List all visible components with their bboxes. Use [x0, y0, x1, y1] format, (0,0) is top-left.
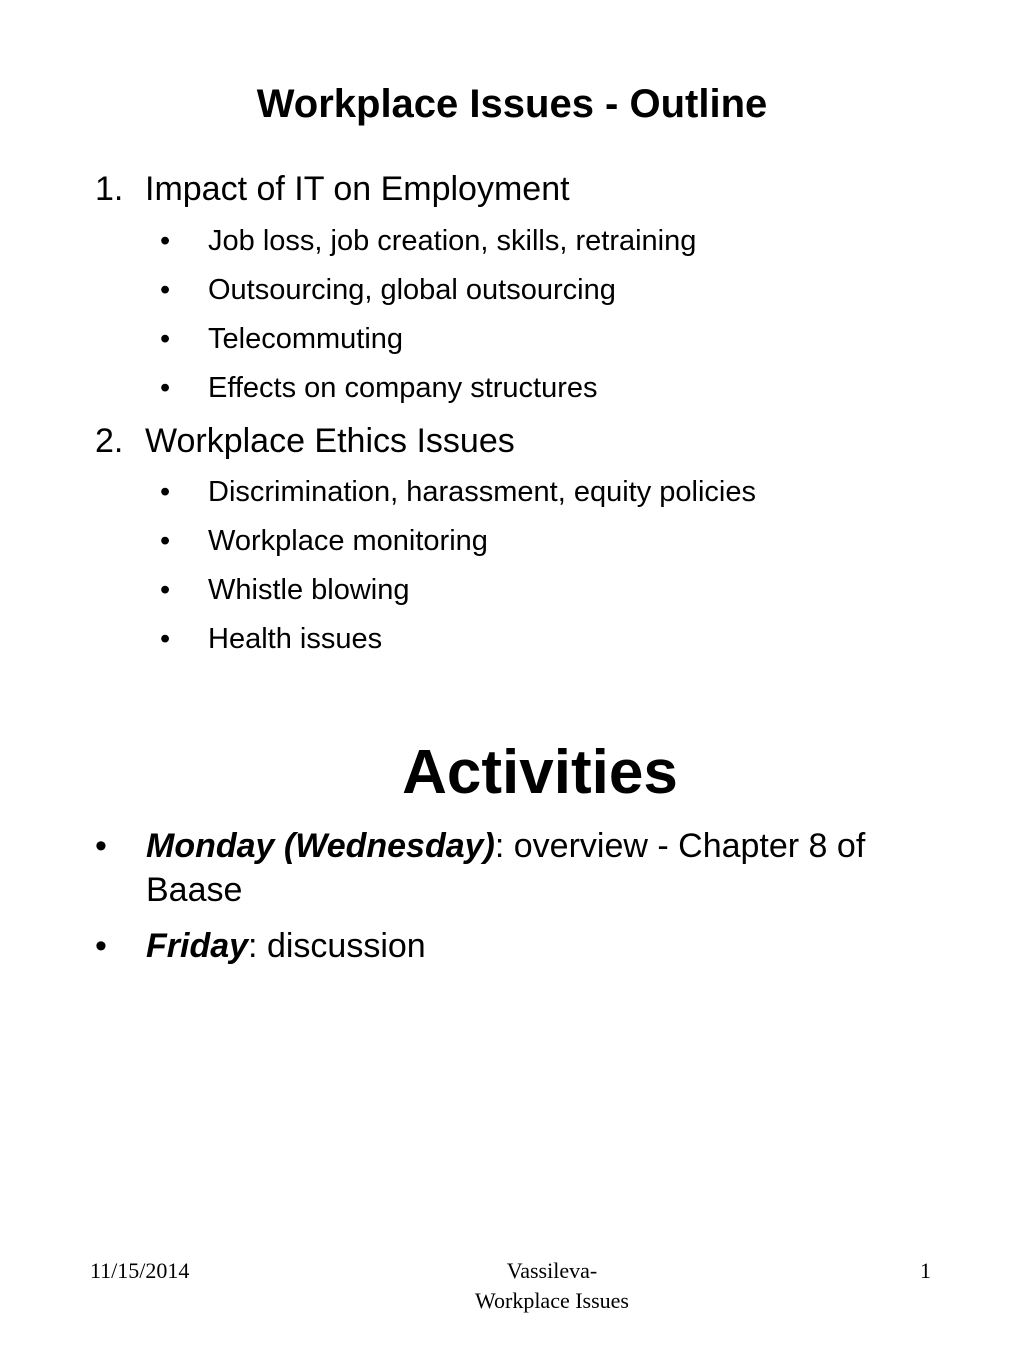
bullet-icon: •: [160, 372, 171, 404]
footer-author: [412, 1256, 692, 1316]
list-item-text: Effects on company structures: [208, 372, 598, 404]
section-number: 2.: [95, 422, 124, 460]
list-item: [160, 523, 488, 559]
list-item-text: Workplace monitoring: [208, 525, 488, 557]
activity-separator: :: [494, 827, 505, 865]
activity-day-label: Friday: [146, 927, 249, 965]
list-item-text: Outsourcing, global outsourcing: [208, 274, 616, 306]
bullet-icon: •: [160, 274, 171, 306]
footer-author-line: Vassileva-: [506, 1258, 598, 1283]
list-item: [160, 474, 756, 510]
activity-description: overview - Chapter 8 of Baase: [146, 827, 866, 909]
activity-item: [95, 824, 966, 912]
list-item-text: Discrimination, harassment, equity policies: [208, 476, 756, 508]
list-item: [160, 223, 696, 259]
bullet-icon: •: [95, 927, 107, 965]
list-item-text: Whistle blowing: [208, 574, 410, 606]
list-item: [160, 321, 403, 357]
list-item: [160, 572, 409, 608]
list-item-text: Health issues: [208, 623, 383, 655]
slide-title: Workplace Issues - Outline: [256, 82, 768, 126]
activity-item: [95, 924, 966, 968]
section-heading-text: Impact of IT on Employment: [145, 170, 570, 208]
page-number: 1: [920, 1258, 931, 1283]
footer-subject-line: Workplace Issues: [474, 1288, 629, 1313]
activity-day-label: Monday (Wednesday): [146, 827, 495, 865]
bullet-icon: •: [160, 225, 171, 257]
list-item: [160, 621, 382, 657]
section-heading-2: [95, 420, 515, 462]
activity-text: [146, 924, 966, 968]
section-number: 1.: [95, 170, 124, 208]
list-item-text: Job loss, job creation, skills, retraining: [208, 225, 697, 257]
activities-heading: Activities: [402, 738, 678, 807]
list-item: [160, 272, 616, 308]
bullet-icon: •: [160, 323, 171, 355]
activity-text: [146, 824, 966, 912]
bullet-icon: •: [160, 476, 171, 508]
section-heading-1: [95, 168, 570, 210]
list-item-text: Telecommuting: [208, 323, 404, 355]
bullet-icon: •: [160, 623, 171, 655]
bullet-icon: •: [95, 827, 107, 865]
bullet-icon: •: [160, 574, 171, 606]
list-item: [160, 370, 598, 406]
activity-separator: :: [248, 927, 258, 965]
activity-description: discussion: [257, 927, 426, 965]
footer-date: 11/15/2014: [90, 1258, 190, 1283]
bullet-icon: •: [160, 525, 171, 557]
section-heading-text: Workplace Ethics Issues: [145, 422, 515, 460]
